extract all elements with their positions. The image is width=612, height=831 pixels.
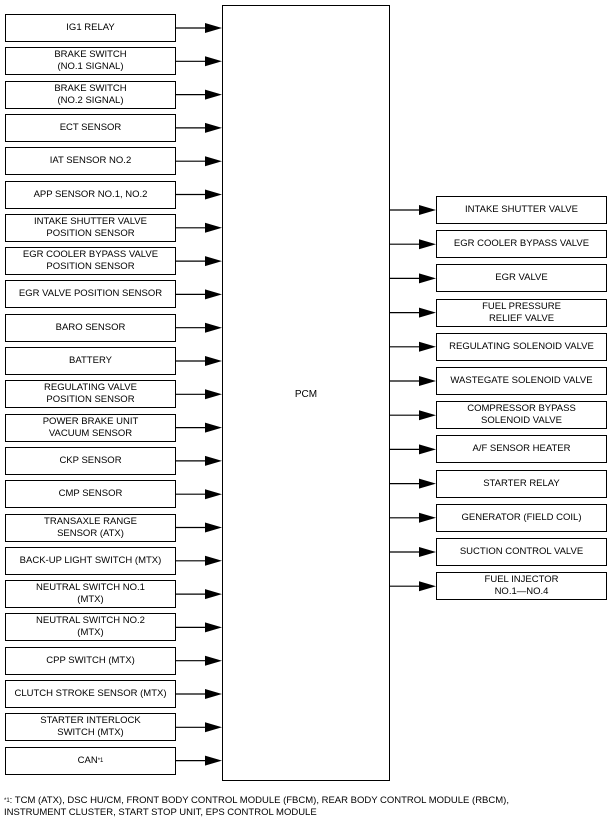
output-label: WASTEGATE SOLENOID VALVE (450, 375, 593, 386)
input-box (5, 613, 176, 641)
input-label: STARTER INTERLOCK SWITCH (MTX) (40, 715, 141, 739)
footnote-marker: *1 (4, 798, 10, 804)
output-label: FUEL INJECTOR NO.1—NO.4 (484, 574, 559, 598)
input-label: IG1 RELAY (66, 22, 115, 33)
input-box (5, 247, 176, 275)
input-label: ECT SENSOR (59, 121, 122, 133)
input-label: TRANSAXLE RANGE SENSOR (ATX) (44, 515, 137, 539)
input-box (5, 580, 176, 608)
input-arrow-head (205, 56, 222, 66)
input-arrow-head (205, 622, 222, 632)
output-label: GENERATOR (FIELD COIL) (461, 511, 582, 523)
input-box (5, 647, 176, 675)
input-label: EGR COOLER BYPASS VALVE POSITION SENSOR (22, 249, 159, 273)
output-arrow-head (419, 205, 436, 215)
output-label: STARTER RELAY (483, 477, 560, 489)
output-box (436, 470, 607, 498)
output-box (436, 264, 607, 292)
input-label: EGR VALVE POSITION SENSOR (18, 288, 163, 300)
output-box (436, 333, 607, 361)
pcm-block (222, 5, 390, 781)
input-box (5, 214, 176, 242)
input-arrow-head (205, 722, 222, 732)
output-label: A/F SENSOR HEATER (472, 443, 571, 455)
output-arrow-head (419, 308, 436, 318)
input-label: IAT SENSOR NO.2 (49, 155, 132, 167)
output-arrow-head (419, 410, 436, 420)
input-arrow-head (205, 90, 222, 100)
output-label: SUCTION CONTROL VALVE (459, 546, 584, 557)
input-label: BACK-UP LIGHT SWITCH (MTX) (19, 554, 162, 566)
input-arrow-head (205, 289, 222, 299)
output-box (436, 572, 607, 600)
input-label: CMP SENSOR (58, 488, 123, 500)
input-box (5, 81, 176, 109)
footnote-line2: INSTRUMENT CLUSTER, START STOP UNIT, EPS CONTROL MODULE (4, 807, 317, 818)
output-box (436, 435, 607, 463)
input-arrow-head (205, 689, 222, 699)
input-arrow-head (205, 123, 222, 133)
output-arrow-head (419, 239, 436, 249)
input-box (5, 747, 176, 775)
input-label: APP SENSOR NO.1, NO.2 (33, 188, 148, 200)
input-arrow-head (205, 489, 222, 499)
output-arrow-head (419, 273, 436, 283)
input-box (5, 181, 176, 209)
input-arrow-head (205, 356, 222, 366)
output-arrow-head (419, 342, 436, 352)
input-label: INTAKE SHUTTER VALVE POSITION SENSOR (34, 215, 147, 239)
input-box (5, 114, 176, 142)
input-label: CAN (77, 754, 98, 766)
input-box (5, 713, 176, 741)
input-label: NEUTRAL SWITCH NO.2 (MTX) (36, 615, 145, 639)
output-label: INTAKE SHUTTER VALVE (465, 204, 578, 215)
input-box (5, 680, 176, 708)
output-label: EGR VALVE (495, 272, 548, 284)
output-arrow-head (419, 547, 436, 557)
output-arrow-head (419, 479, 436, 489)
input-arrow-head (205, 223, 222, 233)
input-arrow-head (205, 523, 222, 533)
output-box (436, 299, 607, 327)
output-box (436, 504, 607, 532)
input-label: CLUTCH STROKE SENSOR (MTX) (14, 688, 167, 699)
output-box (436, 196, 607, 224)
output-arrow-head (419, 444, 436, 454)
input-arrow-head (205, 656, 222, 666)
input-label: NEUTRAL SWITCH NO.1 (MTX) (36, 582, 145, 606)
input-arrow-head (205, 23, 222, 33)
output-label: REGULATING SOLENOID VALVE (449, 340, 594, 352)
can-superscript: *1 (97, 757, 104, 764)
input-box (5, 314, 176, 342)
output-box (436, 230, 607, 258)
input-label: REGULATING VALVE POSITION SENSOR (44, 382, 137, 406)
input-box (5, 447, 176, 475)
output-arrow-head (419, 581, 436, 591)
input-box (5, 514, 176, 542)
input-label: CKP SENSOR (59, 454, 122, 466)
input-arrow-head (205, 423, 222, 433)
output-arrow-head (419, 376, 436, 386)
input-label: BARO SENSOR (55, 321, 126, 333)
input-box (5, 347, 176, 375)
input-arrow-head (205, 456, 222, 466)
output-label: COMPRESSOR BYPASS SOLENOID VALVE (467, 403, 576, 427)
output-label: EGR COOLER BYPASS VALVE (453, 238, 590, 250)
input-arrow-head (205, 756, 222, 766)
input-arrow-head (205, 256, 222, 266)
input-label: CPP SWITCH (MTX) (46, 654, 135, 666)
input-box (5, 480, 176, 508)
input-box (5, 47, 176, 75)
footnote (4, 795, 509, 819)
output-arrow-head (419, 513, 436, 523)
input-arrow-head (205, 156, 222, 166)
output-box (436, 367, 607, 395)
input-box (5, 380, 176, 408)
input-label: BATTERY (69, 355, 112, 366)
input-box (5, 14, 176, 42)
input-label: POWER BRAKE UNIT VACUUM SENSOR (42, 415, 139, 439)
input-arrow-head (205, 589, 222, 599)
input-box (5, 414, 176, 442)
input-arrow-head (205, 389, 222, 399)
output-box (436, 401, 607, 429)
pcm-label: PCM (294, 389, 318, 400)
input-box (5, 547, 176, 575)
input-arrow-head (205, 323, 222, 333)
input-arrow-head (205, 556, 222, 566)
input-box (5, 280, 176, 308)
output-box (436, 538, 607, 566)
output-label: FUEL PRESSURE RELIEF VALVE (482, 300, 561, 324)
input-label: BRAKE SWITCH (NO.1 SIGNAL) (54, 49, 127, 73)
footnote-line1: : TCM (ATX), DSC HU/CM, FRONT BODY CONTROL MODULE (FBCM), REAR BODY CONTROL MODULE (RBCM), (9, 795, 509, 806)
input-label: BRAKE SWITCH (NO.2 SIGNAL) (54, 82, 127, 106)
input-arrow-head (205, 190, 222, 200)
input-box (5, 147, 176, 175)
